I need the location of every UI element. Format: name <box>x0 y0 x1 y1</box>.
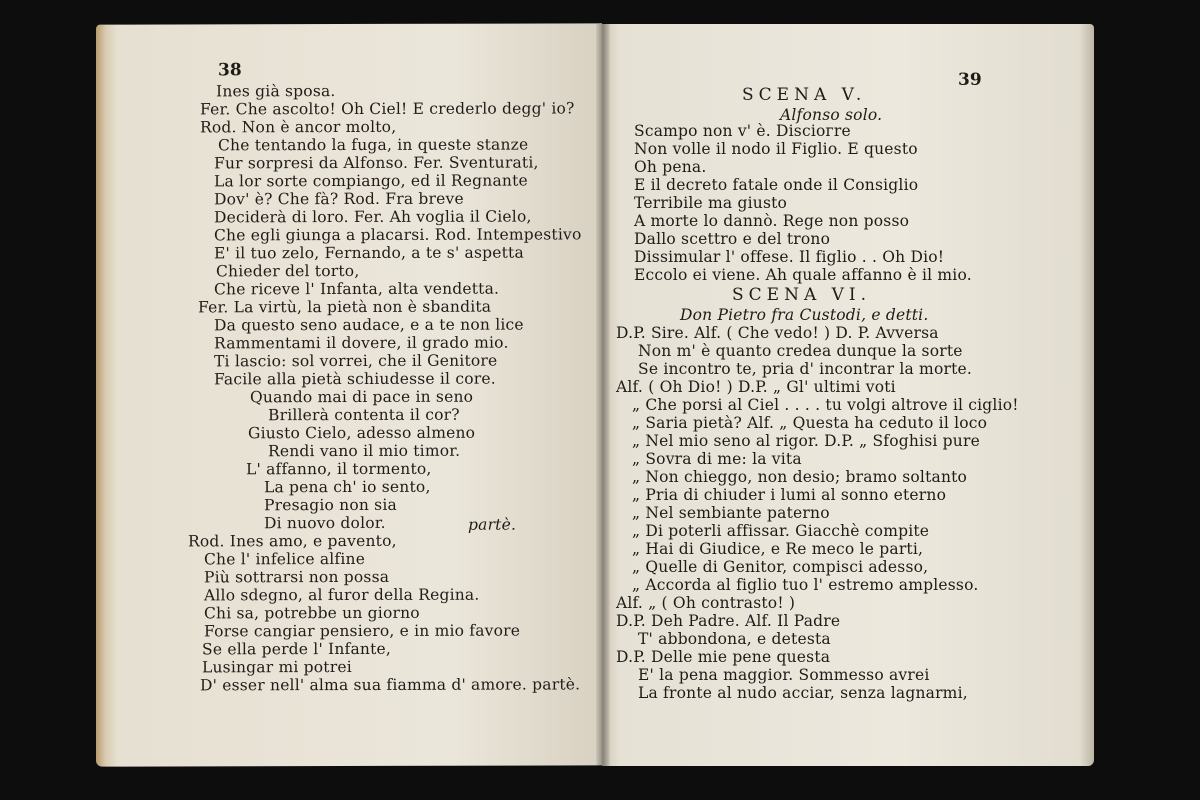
right-page-text-line: Se incontro te, pria d' incontrar la morte. <box>638 360 973 378</box>
left-page-text-line: Presagio non sia <box>264 495 397 515</box>
left-page-text-line: E' il tuo zelo, Fernando, a te s' aspetta <box>214 243 524 263</box>
right-page-text-line: „ Accorda al figlio tuo l' estremo amplesso. <box>632 576 979 594</box>
right-page-text-line: A morte lo dannò. Rege non posso <box>634 212 910 230</box>
left-page-text-line: Che egli giunga a placarsi. Rod. Intempestivo <box>214 225 582 245</box>
left-page-text-line: Fer. La virtù, la pietà non è sbandita <box>198 297 492 317</box>
left-page-text-line: Se ella perde l' Infante, <box>202 639 392 659</box>
left-page-text-line: Rod. Ines amo, e pavento, <box>188 531 397 551</box>
right-page-text-line: Non volle il nodo il Figlio. E questo <box>634 140 918 158</box>
left-page-text-line: Giusto Cielo, adesso almeno <box>248 423 476 443</box>
right-page-text-line: „ Pria di chiuder i lumi al sonno eterno <box>632 486 947 504</box>
left-page-text-line: Facile alla pietà schiudesse il core. <box>214 369 496 389</box>
left-page-text-line: Allo sdegno, al furor della Regina. <box>204 585 480 605</box>
right-page-text-line: „ Hai di Giudice, e Re meco le parti, <box>632 540 924 558</box>
left-page-text-line: Forse cangiar pensiero, e in mio favore <box>204 621 521 641</box>
right-page-text-line: D.P. Deh Padre. Alf. Il Padre <box>616 612 841 630</box>
left-page-text-line: Rod. Non è ancor molto, <box>200 117 397 137</box>
left-page-text-line: Fur sorpresi da Alfonso. Fer. Sventurati, <box>214 153 539 173</box>
right-page <box>602 24 1094 766</box>
right-page-text-line: SCENA V. <box>742 85 867 105</box>
right-page-text-line: D.P. Sire. Alf. ( Che vedo! ) D. P. Avversa <box>616 324 939 342</box>
right-page-text-line: E il decreto fatale onde il Consiglio <box>634 176 919 194</box>
right-page-text-line: „ Quelle di Genitor, compisci adesso, <box>632 558 929 576</box>
left-page-text-line: Rammentami il dovere, il grado mio. <box>214 333 509 353</box>
right-page-text-line: „ Saria pietà? Alf. „ Questa ha ceduto il loco <box>632 414 988 432</box>
left-page-text-line: Brillerà contenta il cor? <box>268 405 460 425</box>
right-page-text-line: Scampo non v' è. Discioгre <box>634 122 851 140</box>
left-page-text-line: Ines già sposa. <box>216 82 336 101</box>
left-page-text-line: Che l' infelice alfine <box>204 549 366 569</box>
book-gutter <box>596 24 610 766</box>
right-page-text-line: Eccolo ei viene. Ah quale affanno è il mio. <box>634 266 972 284</box>
right-page-text-line: E' la pena maggior. Sommesso avrei <box>638 666 930 684</box>
left-page-text-line: Che riceve l' Infanta, alta vendetta. <box>214 279 500 299</box>
right-page-text-line: Non m' è quanto credea dunque la sorte <box>638 342 963 360</box>
right-page-text-line: Alf. „ ( Oh contrasto! ) <box>616 594 796 612</box>
left-page-text-line: L' affanno, il tormento, <box>246 459 432 479</box>
left-page-text-line: partè. <box>468 515 517 534</box>
left-page-text-line: Che tentando la fuga, in queste stanze <box>218 135 529 155</box>
open-book <box>96 24 1094 766</box>
left-page-text-line: Fer. Che ascolto! Oh Ciel! E crederlo degg' io? <box>200 99 575 119</box>
right-page-text-line: Alfonso solo. <box>780 106 883 124</box>
right-page-text-line: T' abbondona, e detesta <box>638 630 831 648</box>
left-page-text-line: Da questo seno audace, e a te non lice <box>214 315 524 335</box>
left-page-number: 38 <box>218 60 242 81</box>
right-page-text-line: Alf. ( Oh Dio! ) D.P. „ Gl' ultimi voti <box>616 378 896 396</box>
left-page <box>96 23 602 766</box>
right-page-text-line: La fronte al nudo acciar, senza lagnarmi, <box>638 684 968 702</box>
right-page-text-line: „ Non chieggo, non desio; bramo soltanto <box>632 468 968 486</box>
right-page-text-line: Oh pena. <box>634 158 707 176</box>
right-page-text-line: „ Nel sembiante paterno <box>632 504 830 522</box>
right-page-text-line: SCENA VI. <box>732 285 872 305</box>
left-page-text-line: Rendi vano il mio timor. <box>268 441 461 461</box>
left-page-text-line: Chi sa, potrebbe un giorno <box>204 603 420 623</box>
right-page-text-line: Don Pietro fra Custodi, e detti. <box>680 306 929 324</box>
right-page-text-line: Dallo scettro e del trono <box>634 230 831 248</box>
left-page-text-line: Lusingar mi potrei <box>202 657 352 677</box>
left-page-text-line: La pena ch' io sento, <box>264 477 431 497</box>
right-page-text-line: „ Nel mio seno al rigor. D.P. „ Sfoghisi pure <box>632 432 980 450</box>
left-page-text-line: Quando mai di pace in seno <box>250 387 474 407</box>
left-page-text-line: Più sottrarsi non possa <box>204 567 390 587</box>
right-page-text-line: D.P. Delle mie pene questa <box>616 648 831 666</box>
right-page-number: 39 <box>958 70 982 90</box>
left-page-text-line: Ti lascio: sol vorrei, che il Genitore <box>214 351 498 371</box>
left-page-text-line: Dov' è? Che fà? Rod. Fra breve <box>214 189 464 209</box>
left-page-text-line: D' esser nell' alma sua fiamma d' amore. partè. <box>200 675 581 695</box>
left-page-text-line: Chieder del torto, <box>216 261 360 281</box>
right-page-text-line: „ Che porsi al Ciel . . . . tu volgi altrove il ciglio! <box>632 396 1019 414</box>
right-page-text-line: Terribile ma giusto <box>634 194 788 212</box>
right-page-text-line: Dissimular l' offese. Il figlio . . Oh Dio! <box>634 248 945 266</box>
left-page-text-line: La lor sorte compiango, ed il Regnante <box>214 171 528 191</box>
left-page-text-line: Di nuovo dolor. <box>264 513 386 533</box>
right-page-text-line: „ Sovra di me: la vita <box>632 450 802 468</box>
left-page-text-line: Deciderà di loro. Fer. Ah voglia il Cielo, <box>214 207 532 227</box>
right-page-text-line: „ Di poterli affissar. Giacchè compite <box>632 522 930 540</box>
